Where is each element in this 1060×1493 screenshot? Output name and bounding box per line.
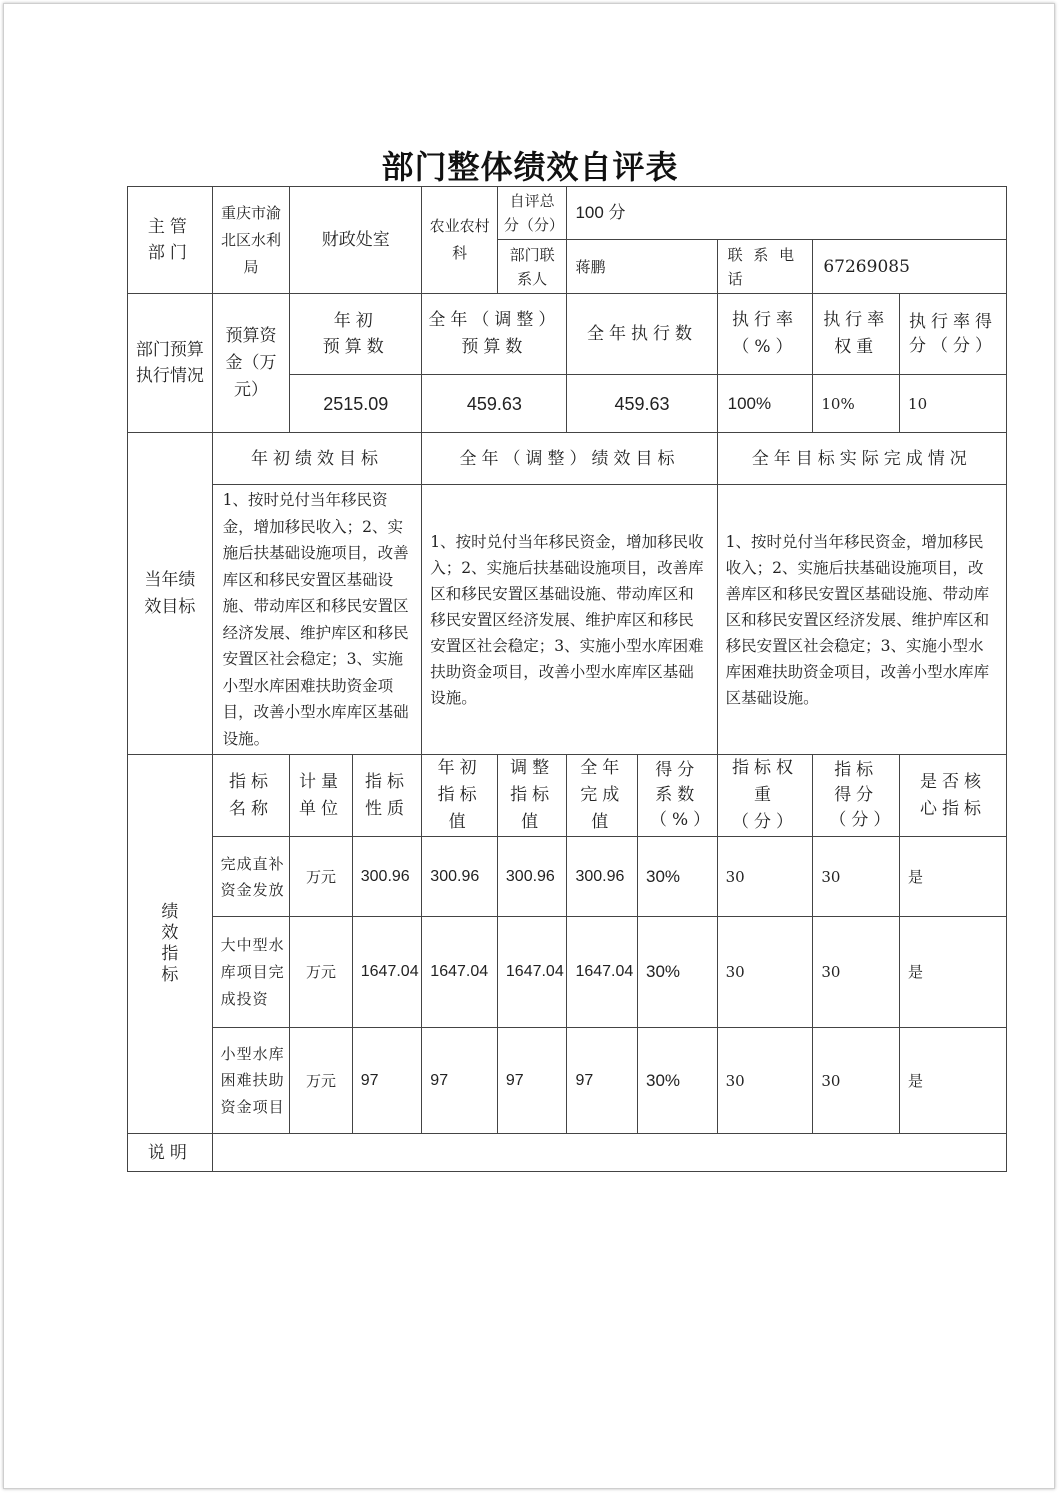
ind-completed: 300.96 — [567, 837, 638, 917]
ind-header-coef: 得分系数（%） — [637, 755, 717, 837]
ind-weight: 30 — [717, 1028, 813, 1134]
budget-executed-value: 459.63 — [567, 375, 717, 433]
ind-initial: 300.96 — [422, 837, 498, 917]
budget-col-adjusted: 全年（调整）预算数 — [422, 294, 567, 375]
budget-weight-value: 10% — [813, 375, 900, 433]
goals-initial-text: 1、按时兑付当年移民资金，增加移民收入；2、实施后扶基础设施项目，改善库区和移民安置区基础设施、带动库区和移民安置区经济发展、维护库区和移民安置区社会稳定；3、实施小型水库困难扶助资金项目，改善小型水库库区基础设施。 — [212, 485, 422, 755]
ind-adjusted: 97 — [497, 1028, 567, 1134]
ind-core: 是 — [900, 1028, 1007, 1134]
ind-initial: 97 — [422, 1028, 498, 1134]
budget-initial-value: 2515.09 — [290, 375, 422, 433]
dept-label: 主管 部门 — [128, 187, 213, 294]
ind-header-initial: 年初指标值 — [422, 755, 498, 837]
dept-value: 重庆市渝北区水利局 — [212, 187, 290, 294]
section-value: 农业农村科 — [422, 187, 498, 294]
office-label: 财政处室 — [290, 187, 422, 294]
notes-label: 说明 — [128, 1134, 213, 1172]
ind-adjusted: 1647.04 — [497, 917, 567, 1028]
table-row — [128, 837, 1007, 917]
ind-header-core: 是否核心指标 — [900, 755, 1007, 837]
ind-header-score: 指标得分（分） — [813, 755, 900, 837]
ind-header-name: 指标名称 — [212, 755, 290, 837]
contact-label: 部门联系人 — [497, 240, 567, 294]
ind-name: 小型水库困难扶助资金项目 — [212, 1028, 290, 1134]
ind-core: 是 — [900, 837, 1007, 917]
ind-nature: 300.96 — [352, 837, 422, 917]
ind-header-unit: 计量单位 — [290, 755, 352, 837]
ind-unit: 万元 — [290, 837, 352, 917]
phone-value: 67269085 — [813, 240, 1007, 294]
budget-col-executed: 全年执行数 — [567, 294, 717, 375]
ind-name: 大中型水库项目完成投资 — [212, 917, 290, 1028]
goals-header-actual: 全年目标实际完成情况 — [717, 433, 1006, 485]
ind-name: 完成直补资金发放 — [212, 837, 290, 917]
budget-rate-value: 100% — [717, 375, 813, 433]
ind-score: 30 — [813, 837, 900, 917]
goals-adjusted-text: 1、按时兑付当年移民资金，增加移民收入；2、实施后扶基础设施项目，改善库区和移民安置区基础设施、带动库区和移民安置区经济发展、维护库区和移民安置区社会稳定；3、实施小型水库困难扶助资金项目，改善小型水库库区基础设施。 — [422, 485, 717, 755]
phone-label: 联 系 电话 — [717, 240, 813, 294]
ind-weight: 30 — [717, 917, 813, 1028]
ind-header-nature: 指标性质 — [352, 755, 422, 837]
indicators-label-char: 效 — [161, 923, 179, 943]
ind-completed: 97 — [567, 1028, 638, 1134]
evaluation-table — [127, 186, 1007, 1172]
budget-row-label: 部门预算执行情况 — [128, 294, 213, 433]
contact-value: 蒋鹏 — [567, 240, 717, 294]
budget-col-weight: 执行率权重 — [813, 294, 900, 375]
ind-completed: 1647.04 — [567, 917, 638, 1028]
page-title: 部门整体绩效自评表 — [381, 148, 679, 186]
ind-score: 30 — [813, 917, 900, 1028]
table-row — [128, 917, 1007, 1028]
ind-initial: 1647.04 — [422, 917, 498, 1028]
ind-nature: 1647.04 — [352, 917, 422, 1028]
indicators-label-char: 标 — [161, 965, 179, 985]
indicators-row-label — [128, 755, 213, 1134]
ind-unit: 万元 — [290, 1028, 352, 1134]
goals-header-initial: 年初绩效目标 — [212, 433, 422, 485]
budget-col-rate: 执行率（%） — [717, 294, 813, 375]
notes-value — [212, 1134, 1006, 1172]
indicators-label-char: 绩 — [161, 902, 179, 922]
ind-coef: 30% — [637, 1028, 717, 1134]
budget-col-initial: 年初 预算数 — [290, 294, 422, 375]
budget-fund-label: 预算资金（万元） — [212, 294, 290, 433]
ind-header-adjusted: 调整指标值 — [497, 755, 567, 837]
ind-header-completed: 全年完成值 — [567, 755, 638, 837]
ind-adjusted: 300.96 — [497, 837, 567, 917]
ind-core: 是 — [900, 917, 1007, 1028]
ind-coef: 30% — [637, 917, 717, 1028]
ind-nature: 97 — [352, 1028, 422, 1134]
indicators-label-char: 指 — [161, 944, 179, 964]
table-row — [128, 1028, 1007, 1134]
score-value: 100 分 — [567, 187, 1007, 240]
score-label: 自评总分（分） — [497, 187, 567, 240]
ind-header-weight: 指标权重（分） — [717, 755, 813, 837]
goals-row-label: 当年绩效目标 — [128, 433, 213, 755]
goals-actual-text: 1、按时兑付当年移民资金，增加移民收入；2、实施后扶基础设施项目，改善库区和移民安置区基础设施、带动库区和移民安置区经济发展、维护库区和移民安置区社会稳定；3、实施小型水库困难扶助资金项目，改善小型水库库区基础设施。 — [717, 485, 1006, 755]
ind-score: 30 — [813, 1028, 900, 1134]
ind-weight: 30 — [717, 837, 813, 917]
budget-col-score: 执行率得分（分） — [900, 294, 1007, 375]
budget-score-value: 10 — [900, 375, 1007, 433]
budget-adjusted-value: 459.63 — [422, 375, 567, 433]
goals-header-adjusted: 全年（调整）绩效目标 — [422, 433, 717, 485]
ind-unit: 万元 — [290, 917, 352, 1028]
ind-coef: 30% — [637, 837, 717, 917]
